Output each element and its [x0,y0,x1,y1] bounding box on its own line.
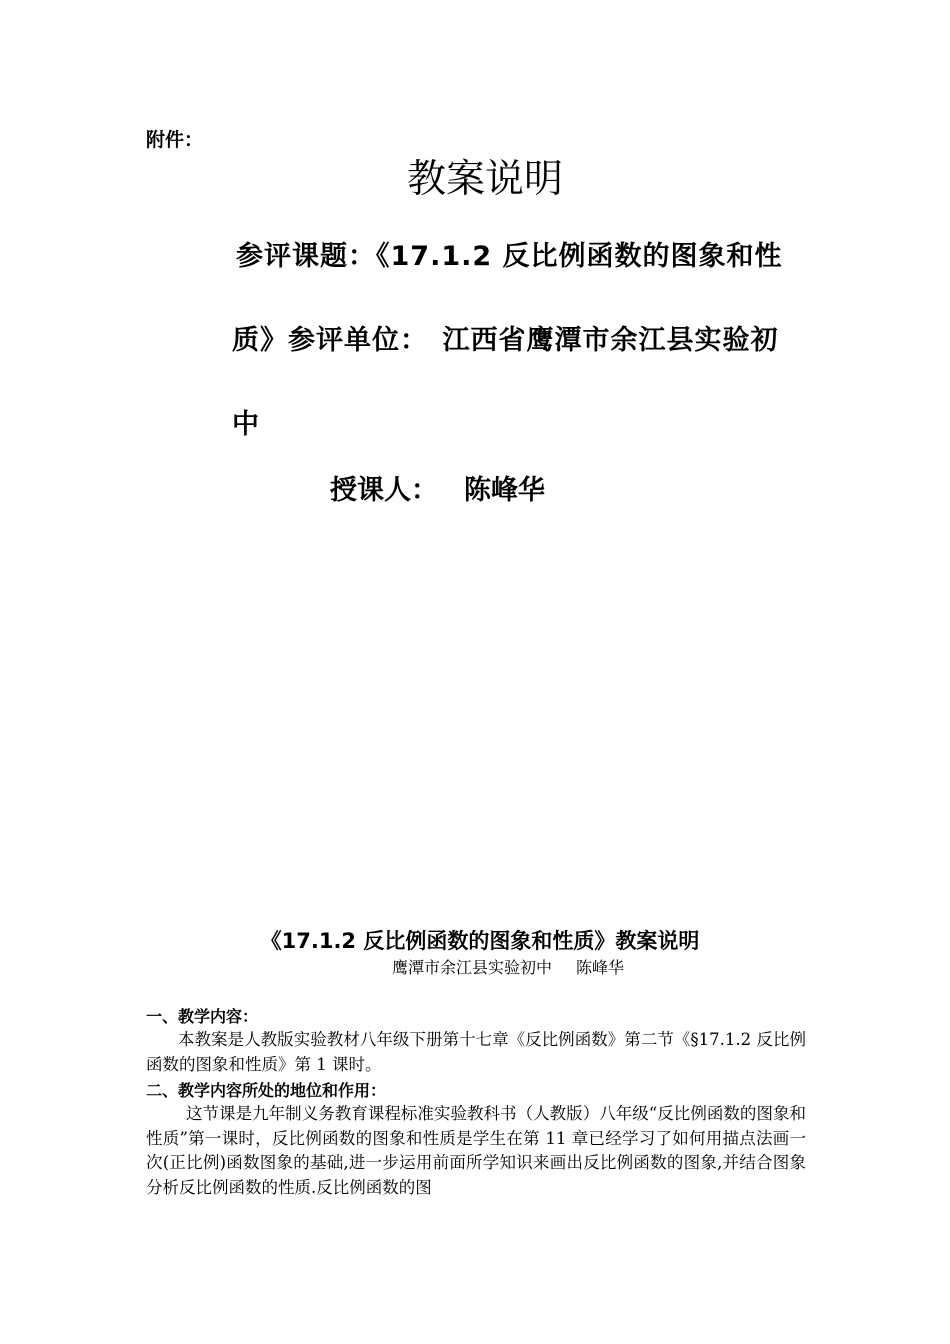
section-body-position: 这节课是九年制义务教育课程标准实验教科书（人教版）八年级“反比例函数的图象和性质”第一课时，反比例函数的图象和性质是学生在第 11 章已经学习了如何用描点法画一次(正比例)函数图象的基础,进一步运用前面所学知识来画出反比例函数的图象,并结合图象分析反比例函数的性质.反比例函数的图 [146,1104,806,1197]
section-heading-content: 一、教学内容： [146,1007,259,1026]
section-heading-position: 二、教学内容所处的地位和作用： [146,1081,387,1100]
document-title: 《17.1.2 反比例函数的图象和性质》教案说明 [260,929,700,953]
author-name: 陈峰华 [576,958,625,977]
cover-title: 教案说明 [406,157,563,202]
teacher-label: 授课人： [330,475,438,506]
cover-topic-line-1: 参评课题：《17.1.2 反比例函数的图象和性 [236,241,783,272]
teacher-line [330,468,545,507]
teacher-name: 陈峰华 [464,475,545,506]
cover-topic-line-3: 中 [232,409,260,440]
section-body-content: 本教案是人教版实验教材八年级下册第十七章《反比例函数》第二节《§17.1.2 反比例函数的图象和性质》第 1 课时。 [146,1030,806,1074]
school-name: 鹰潭市余江县实验初中 [392,958,553,977]
document-author-line [392,955,624,978]
cover-topic-line-2: 质》参评单位： 江西省鹰潭市余江县实验初 [232,325,779,356]
attachment-label: 附件： [146,129,204,151]
